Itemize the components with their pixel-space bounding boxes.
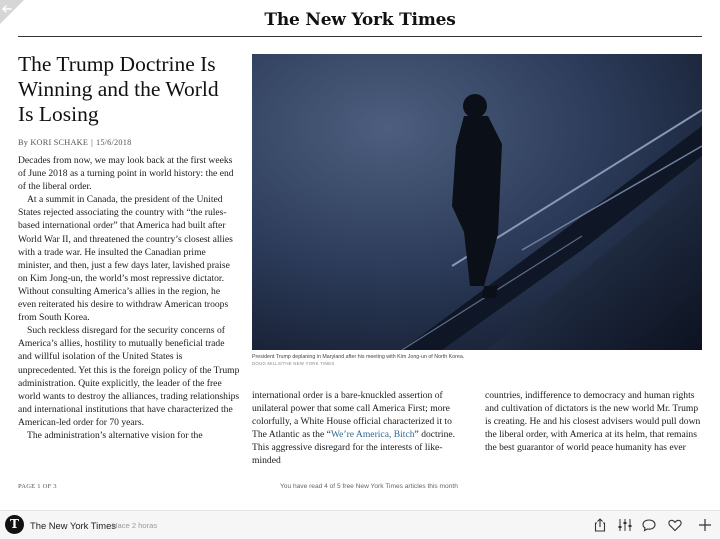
atlantic-article-link[interactable]: We’re America, Bitch <box>330 429 415 441</box>
article-headline: The Trump Doctrine Is Winning and the World Is Losing <box>18 52 219 126</box>
comment-icon[interactable] <box>641 517 657 533</box>
photo-caption: President Trump deplaning in Maryland after his meeting with Kim Jong-un of North Korea. <box>252 354 465 360</box>
byline <box>18 138 131 147</box>
nyt-logo-icon[interactable]: T <box>5 515 24 534</box>
column-2-text-end: ” doctrine. This aggressive disregard for the interests of like-minded <box>252 429 456 467</box>
plus-icon[interactable] <box>697 517 713 533</box>
paragraph: The administration’s alternative vision for the <box>27 429 203 441</box>
paragraph: Decades from now, we may look back at the first weeks of June 2018 as a turning point in world history: the end of the liberal order. <box>18 155 234 193</box>
byline-separator: | <box>91 138 93 147</box>
page-indicator: PAGE 1 OF 3 <box>18 483 57 490</box>
paragraph: At a summit in Canada, the president of the United States rejected associating the country with “the rules-based international order” that America had built after World War II, and threatened the country’s closest allies with a trade war. He insulted the Canadian prime minister, and then, just a few days later, lavished praise on Kim Jong-un, the world’s most repressive dictator. Without consulting America’s allies in the region, he even reiterated his desire to withdraw American troops from South Korea. <box>18 194 233 324</box>
masthead-logo: The New York Times <box>264 10 456 30</box>
bottom-toolbar <box>0 510 720 539</box>
article-photo[interactable] <box>252 54 702 350</box>
text-settings-icon[interactable] <box>617 517 633 533</box>
article-column-3: countries, indifference to democracy and human rights and cultivation of dictators is the new world Mr. Trump is creating. He and his closest advisers would pull down the liberal order, with America at its helm, that remains the best guarantor of world peace humanity has ever <box>485 390 701 454</box>
byline-author: By KORI SCHAKE <box>18 138 89 147</box>
article-column-1 <box>18 154 240 442</box>
byline-date: 15/6/2018 <box>95 138 132 147</box>
photo-credit: DOUG MILLS/THE NEW YORK TIMES <box>252 361 335 366</box>
source-name[interactable]: The New York Times <box>30 520 116 531</box>
article-column-2 <box>252 389 467 468</box>
paragraph: Such reckless disregard for the security concerns of America’s allies, hostility to mutually beneficial trade and willful isolation of the United States is unprecedented. Yet this is the foreign policy of the Trump administration. Quite explicitly, the leader of the free world wants to destroy the alliances, trading relationships and international institutions that have characterized the American-led order for 70 years. <box>18 325 240 428</box>
share-icon[interactable] <box>592 517 608 533</box>
photo-illustration <box>252 54 702 350</box>
article-meter: You have read 4 of 5 free New York Times articles this month <box>280 483 458 490</box>
publish-time: Hace 2 horas <box>112 521 158 530</box>
heart-icon[interactable] <box>667 517 683 533</box>
column-2-text: international order is a bare-knuckled assertion of unilateral power that some call America First; more colorfully, a White House official characterized it to The Atlantic as the “ <box>252 390 452 441</box>
masthead-rule <box>18 36 702 37</box>
